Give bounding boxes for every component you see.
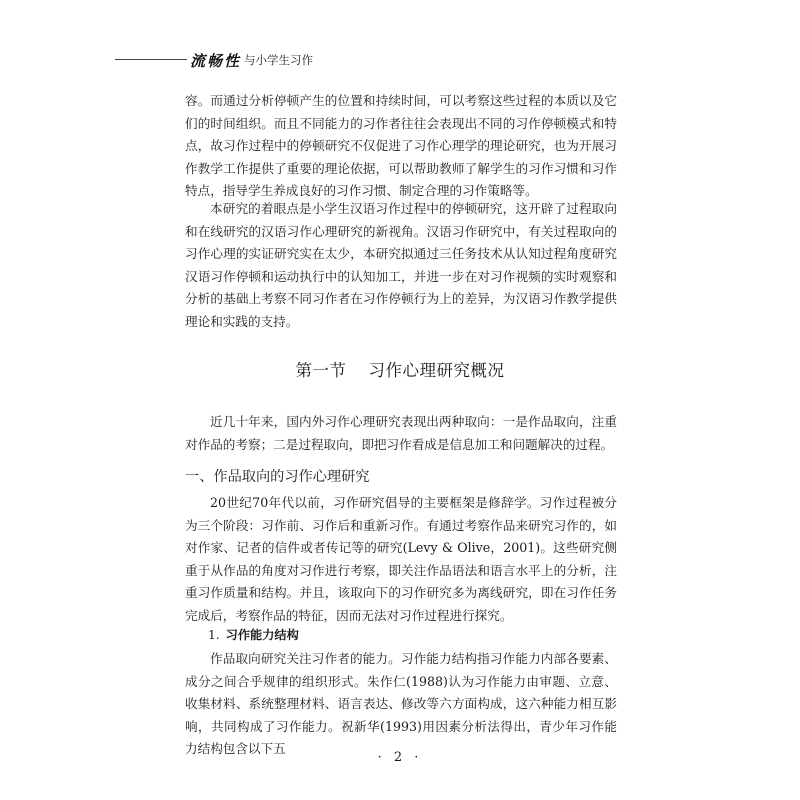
paragraph-research-focus: 本研究的着眼点是小学生汉语习作过程中的停顿研究，这开辟了过程取向和在线研究的汉语习作心理研究的新视角。汉语习作研究中，有关过程取向的习作心理的实证研究实在太少，本研究拟通过三任务技术从认知过程角度研究汉语习作停顿和运动执行中的认知加工，并进一步在对习作视频的实时观察和分析的基础上考察不同习作者在习作停顿行为上的差异，为汉语习作教学提供理论和实践的支持。 [185, 201, 617, 329]
section-number: 第一节 [295, 361, 347, 380]
item-number: 1. [208, 628, 220, 642]
page-number: · 2 · [377, 750, 423, 765]
paragraph-product-orientation: 20世纪70年代以前，习作研究倡导的主要框架是修辞学。习作过程被分为三个阶段：习作前、习作后和重新习作。有通过考察作品来研究习作的，如对作家、记者的信件或者传记等的研究(Levy & Olive，2001)。这些研究侧重于从作品的角度对习作进行考察，即关注作品语法和语言水平上的分析，注重习作质量和结构。并且，该取向下的习作研究多为离线研究，即在习作任务完成后，考察作品的特征，因而无法对习作过程进行探究。 [185, 495, 617, 623]
section-title-text: 习作心理研究概况 [368, 361, 505, 380]
paragraph-intro: 近几十年来，国内外习作心理研究表现出两种取向：一是作品取向，注重对作品的考察；二是过程取向，即把习作看成是信息加工和问题解决的过程。 [185, 414, 617, 452]
subsection-heading: 一、作品取向的习作心理研究 [185, 469, 370, 485]
paragraph-ability-structure: 作品取向研究关注习作者的能力。习作能力结构指习作能力内部各要素、成分之间合乎规律的组织形式。朱作仁(1988)认为习作能力由审题、立意、收集材料、系统整理材料、语言表达、修改等六方面构成，这六种能力相互影响，共同构成了习作能力。祝新华(1993)用因素分析法得出，青少年习作能力结构包含以下五 [185, 651, 617, 757]
running-header-subtitle: 与小学生习作 [244, 53, 313, 67]
item-heading [208, 626, 299, 643]
paragraph-continued: 容。而通过分析停顿产生的位置和持续时间，可以考察这些过程的本质以及它们的时间组织。而且不同能力的习作者往往会表现出不同的习作停顿模式和特点，故习作过程中的停顿研究不仅促进了习作心理学的理论研究，也为开展习作教学工作提供了重要的理论依据，可以帮助教师了解学生的习作习惯和习作特点，指导学生养成良好的习作习惯、制定合理的习作策略等。 [185, 93, 617, 199]
running-header-brand: 流畅性 [190, 52, 242, 70]
header-rule [115, 59, 187, 60]
section-title [0, 357, 800, 381]
item-title: 习作能力结构 [225, 628, 299, 642]
